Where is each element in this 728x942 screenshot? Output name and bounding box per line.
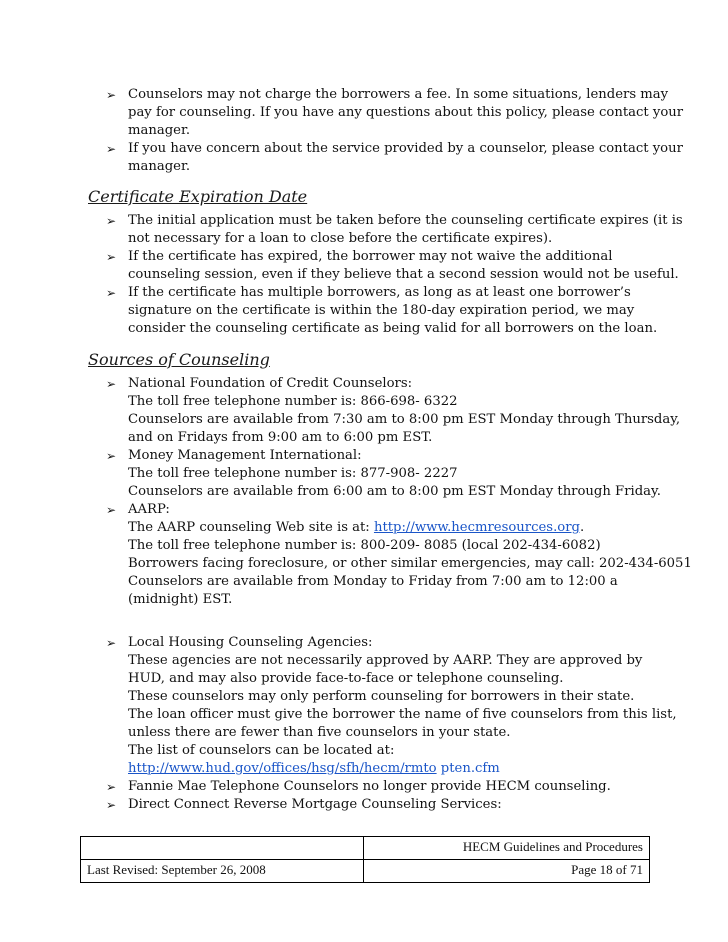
hud-link-line bbox=[128, 760, 648, 778]
bullet-aarp bbox=[0, 501, 728, 609]
bullet-multiple-borrowers bbox=[0, 284, 728, 338]
arrow-bullet-icon: ➢ bbox=[106, 798, 117, 812]
bullet-fee bbox=[0, 86, 728, 140]
page-footer bbox=[80, 836, 650, 883]
bullet-fannie-mae bbox=[0, 778, 728, 796]
text-line: Direct Connect Reverse Mortgage Counseling Services: bbox=[128, 797, 502, 812]
heading-sources-of-counseling: Sources of Counseling bbox=[88, 350, 270, 369]
bullet-initial-application bbox=[0, 212, 728, 248]
text-line: counseling session, even if they believe that a second session would not be useful. bbox=[128, 267, 679, 282]
text-line: Counselors may not charge the borrowers a fee. In some situations, lenders may bbox=[128, 87, 669, 102]
arrow-bullet-icon: ➢ bbox=[106, 286, 117, 300]
hud-counselor-list-link[interactable]: http://www.hud.gov/offices/hsg/sfh/hecm/rmto bbox=[128, 761, 437, 776]
text-line: These counselors may only perform counseling for borrowers in their state. bbox=[128, 689, 635, 704]
text-line: Local Housing Counseling Agencies: bbox=[128, 635, 373, 650]
text-line: AARP: bbox=[128, 502, 170, 517]
arrow-bullet-icon: ➢ bbox=[106, 214, 117, 228]
text-line: HUD, and may also provide face-to-face or telephone counseling. bbox=[128, 671, 564, 686]
text-line: unless there are fewer than five counselors in your state. bbox=[128, 725, 511, 740]
footer-doc-title: HECM Guidelines and Procedures bbox=[364, 837, 650, 860]
text-line: The loan officer must give the borrower the name of five counselors from this list, bbox=[128, 707, 677, 722]
bullet-concern bbox=[0, 140, 728, 176]
aarp-web-suffix: . bbox=[579, 520, 585, 535]
aarp-website-link[interactable]: http://www.hecmresources.org bbox=[373, 520, 580, 535]
text-line: Fannie Mae Telephone Counselors no longer provide HECM counseling. bbox=[128, 779, 611, 794]
text-line: The list of counselors can be located at: bbox=[128, 743, 395, 758]
bullet-mmi bbox=[0, 447, 728, 501]
sources-bullets-continued bbox=[0, 634, 728, 814]
footer-page-number: Page 18 of 71 bbox=[364, 860, 650, 883]
text-line: Borrowers facing foreclosure, or other similar emergencies, may call: 202-434-6051 bbox=[128, 556, 692, 571]
text-line: If the certificate has multiple borrowers, as long as at least one borrower’s bbox=[128, 285, 631, 300]
text-line: The initial application must be taken before the counseling certificate expires (it is bbox=[128, 213, 683, 228]
footer-empty-cell bbox=[81, 837, 364, 860]
text-line: Money Management International: bbox=[128, 448, 362, 463]
text-line: National Foundation of Credit Counselors: bbox=[128, 376, 413, 391]
arrow-bullet-icon: ➢ bbox=[106, 88, 117, 102]
hud-link-suffix: pten.cfm bbox=[436, 761, 500, 776]
bullet-direct-connect bbox=[0, 796, 728, 814]
arrow-bullet-icon: ➢ bbox=[106, 377, 117, 391]
text-line: Counselors are available from 7:30 am to 8:00 pm EST Monday through Thursday, bbox=[128, 412, 681, 427]
text-line: The toll free telephone number is: 800-209- 8085 (local 202-434-6082) bbox=[128, 538, 601, 553]
arrow-bullet-icon: ➢ bbox=[106, 142, 117, 156]
text-line: Counselors are available from Monday to Friday from 7:00 am to 12:00 a bbox=[128, 574, 618, 589]
arrow-bullet-icon: ➢ bbox=[106, 636, 117, 650]
sources-bullets bbox=[0, 375, 728, 609]
text-line: These agencies are not necessarily approved by AARP. They are approved by bbox=[128, 653, 643, 668]
text-line: If you have concern about the service provided by a counselor, please contact your bbox=[128, 141, 683, 156]
text-line: The toll free telephone number is: 877-908- 2227 bbox=[128, 466, 458, 481]
arrow-bullet-icon: ➢ bbox=[106, 250, 117, 264]
intro-bullets bbox=[0, 86, 728, 176]
text-line: consider the counseling certificate as being valid for all borrowers on the loan. bbox=[128, 321, 658, 336]
footer-last-revised: Last Revised: September 26, 2008 bbox=[81, 860, 364, 883]
text-line: and on Fridays from 9:00 am to 6:00 pm EST. bbox=[128, 430, 433, 445]
text-line: Counselors are available from 6:00 am to 8:00 pm EST Monday through Friday. bbox=[128, 484, 661, 499]
heading-certificate-expiration: Certificate Expiration Date bbox=[88, 187, 308, 206]
expiration-bullets bbox=[0, 212, 728, 338]
text-line: not necessary for a loan to close before the certificate expires). bbox=[128, 231, 553, 246]
aarp-web-prefix: The AARP counseling Web site is at: bbox=[128, 520, 374, 535]
text-line: manager. bbox=[128, 123, 191, 138]
aarp-web-line bbox=[128, 519, 648, 537]
text-line: If the certificate has expired, the borrower may not waive the additional bbox=[128, 249, 613, 264]
bullet-expired bbox=[0, 248, 728, 284]
text-line: The toll free telephone number is: 866-698- 6322 bbox=[128, 394, 458, 409]
text-line: manager. bbox=[128, 159, 191, 174]
text-line: signature on the certificate is within the 180-day expiration period, we may bbox=[128, 303, 635, 318]
bullet-local-housing bbox=[0, 634, 728, 778]
arrow-bullet-icon: ➢ bbox=[106, 449, 117, 463]
text-line: (midnight) EST. bbox=[128, 592, 233, 607]
arrow-bullet-icon: ➢ bbox=[106, 503, 117, 517]
text-line: pay for counseling. If you have any questions about this policy, please contact your bbox=[128, 105, 684, 120]
arrow-bullet-icon: ➢ bbox=[106, 780, 117, 794]
bullet-nfcc bbox=[0, 375, 728, 447]
